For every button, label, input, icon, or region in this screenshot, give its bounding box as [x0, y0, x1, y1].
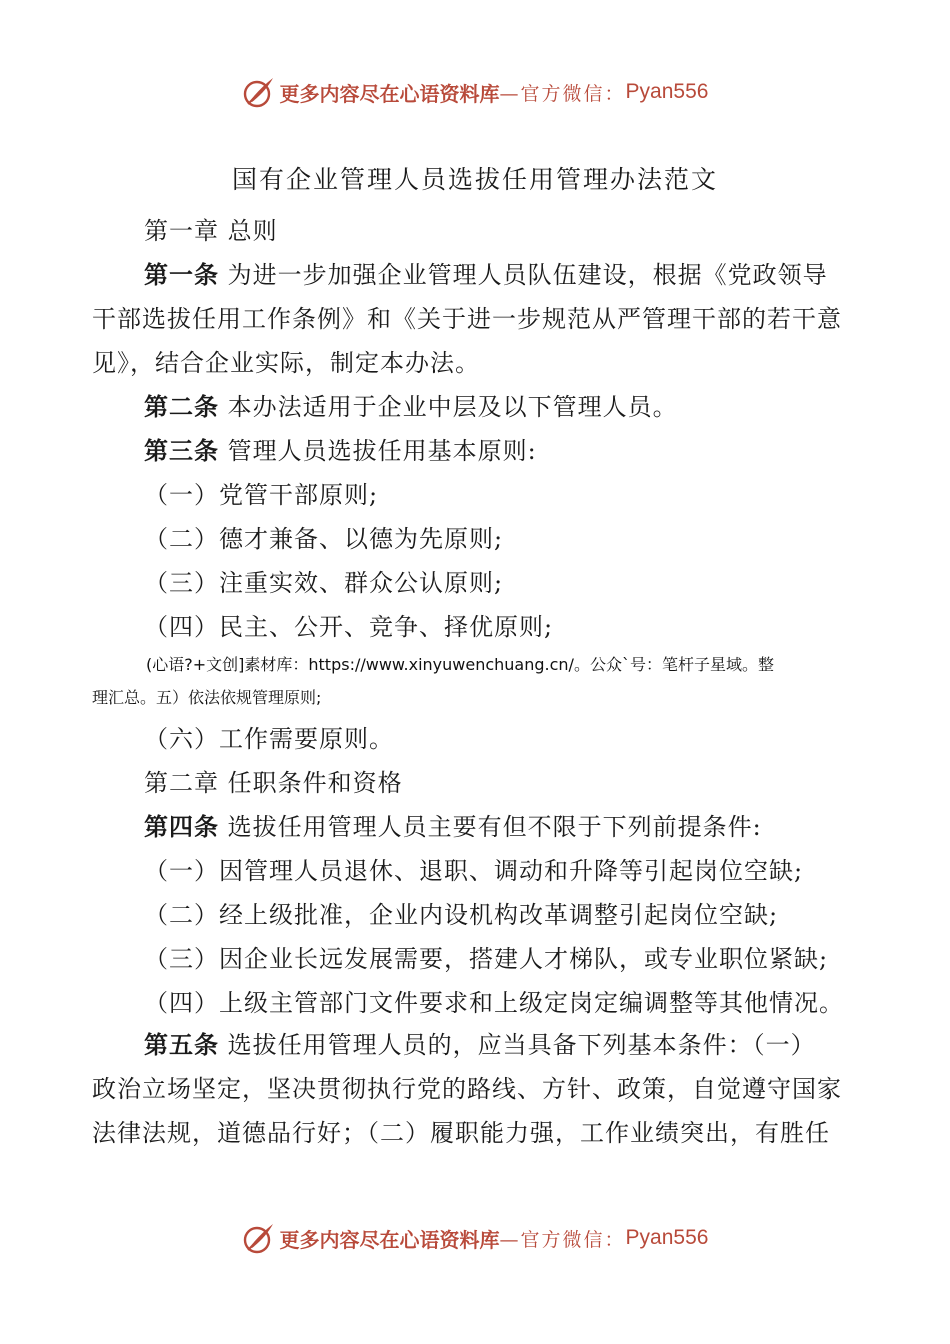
- principle-3: （三）注重实效、群众公认原则;: [144, 569, 504, 597]
- principle-1: （一）党管干部原则;: [144, 481, 379, 509]
- article-1-text: 为进一步加强企业管理人员队伍建设，根据《党政领导: [219, 261, 828, 289]
- article-2-text: 本办法适用于企业中层及以下管理人员。: [219, 393, 678, 421]
- article-5-label: 第五条: [144, 1030, 219, 1059]
- article-4-label: 第四条: [144, 812, 219, 841]
- article-5-line-1: [144, 1028, 862, 1062]
- article-3-text: 管理人员选拔任用基本原则:: [219, 437, 537, 465]
- banner-title: 更多内容尽在心语资料库: [279, 1227, 500, 1252]
- article-4: [144, 810, 862, 844]
- article-3: [144, 434, 862, 468]
- quill-logo-icon: [242, 1221, 276, 1255]
- principle-2: （二）德才兼备、以德为先原则;: [144, 525, 504, 553]
- quill-logo-icon: [242, 75, 276, 109]
- chapter-2-heading: 第二章 任职条件和资格: [144, 769, 403, 797]
- watermark-line-2: 理汇总。五）依法依规管理原则;: [92, 688, 322, 707]
- document-title: 国有企业管理人员选拔任用管理办法范文: [231, 165, 718, 194]
- principle-6: （六）工作需要原则。: [144, 725, 394, 753]
- condition-3: （三）因企业长远发展需要，搭建人才梯队，或专业职位紧缺;: [144, 945, 829, 973]
- principle-4: （四）民主、公开、竞争、择优原则;: [144, 613, 554, 641]
- banner-separator: —官方微信：: [499, 82, 626, 105]
- article-1-line-2: 干部选拔任用工作条例》和《关于进一步规范从严管理干部的若干意: [92, 305, 842, 333]
- watermark-line-1: (心语?+文创]素材库：https://www.xinyuwenchuang.cn/。公众`号：笔杆子星域。整: [146, 655, 774, 674]
- article-1-label: 第一条: [144, 260, 219, 289]
- article-1-line-1: [144, 258, 862, 292]
- article-2-label: 第二条: [144, 392, 219, 421]
- chapter-1-heading: 第一章 总则: [144, 217, 278, 245]
- condition-4: （四）上级主管部门文件要求和上级定岗定编调整等其他情况。: [144, 989, 844, 1017]
- footer-banner: [0, 1216, 950, 1260]
- header-banner: [0, 70, 950, 114]
- banner-title: 更多内容尽在心语资料库: [279, 81, 500, 106]
- condition-2: （二）经上级批准，企业内设机构改革调整引起岗位空缺;: [144, 901, 779, 929]
- banner-wechat: Pyan556: [625, 80, 709, 103]
- article-3-label: 第三条: [144, 436, 219, 465]
- condition-1: （一）因管理人员退休、退职、调动和升降等引起岗位空缺;: [144, 857, 804, 885]
- article-1-line-3: 见》，结合企业实际，制定本办法。: [92, 349, 480, 377]
- article-5-line-3: 法律法规，道德品行好；（二）履职能力强，工作业绩突出，有胜任: [92, 1119, 830, 1147]
- banner-wechat: Pyan556: [625, 1226, 709, 1249]
- article-2: [144, 390, 862, 424]
- article-5-text: 选拔任用管理人员的，应当具备下列基本条件：（一）: [219, 1031, 816, 1059]
- banner-separator: —官方微信：: [499, 1228, 626, 1251]
- article-5-line-2: 政治立场坚定，坚决贯彻执行党的路线、方针、政策，自觉遵守国家: [92, 1075, 842, 1103]
- article-4-text: 选拔任用管理人员主要有但不限于下列前提条件:: [219, 813, 762, 841]
